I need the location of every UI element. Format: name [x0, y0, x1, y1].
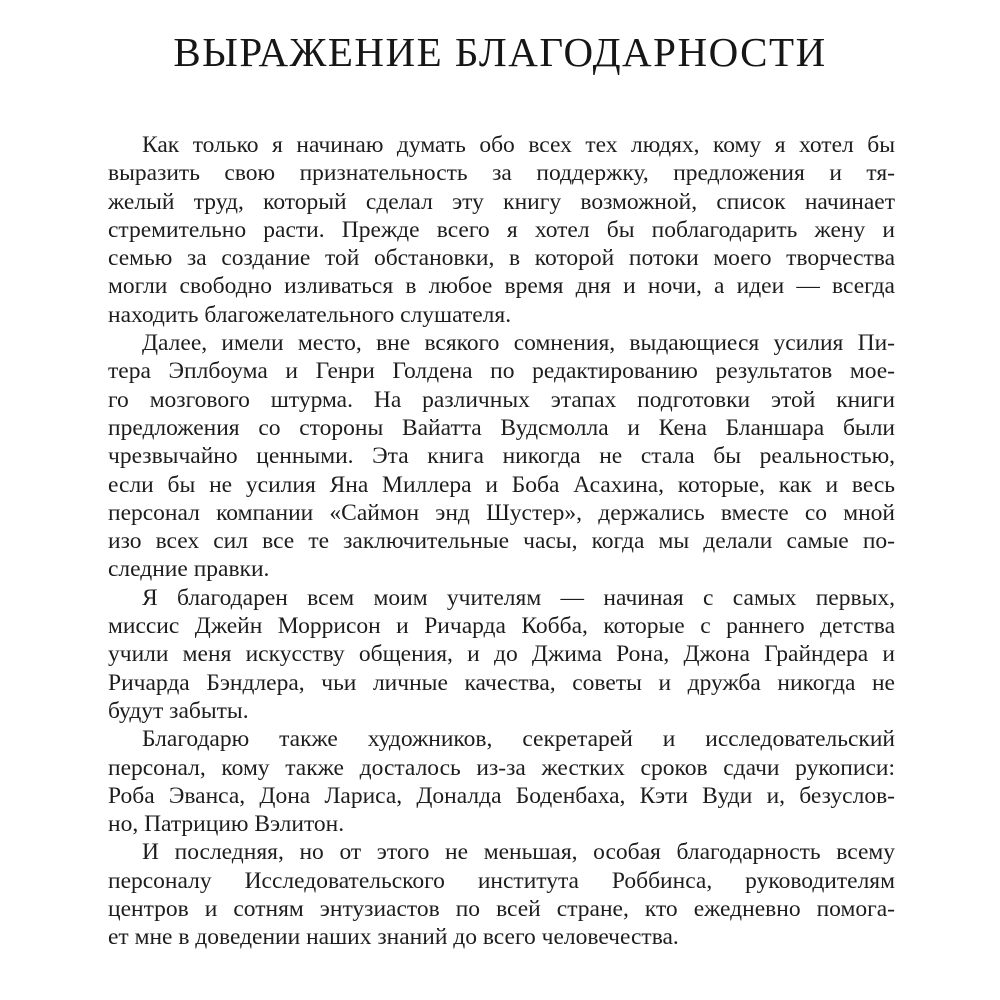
text-line: стремительно расти. Прежде всего я хотел бы поблагодарить жену и	[108, 216, 895, 243]
paragraph	[108, 725, 895, 838]
text-line: персоналу Исследовательского института Роббинса, руководителям	[108, 867, 895, 894]
text-line: Далее, имели место, вне всякого сомнения, выдающиеся усилия Пи-	[142, 330, 895, 357]
text-line: Как только я начинаю думать обо всех тех людях, кому я хотел бы	[142, 132, 895, 158]
text-line: следние правки.	[108, 556, 270, 583]
text-line: могли свободно изливаться в любое время дня и ночи, а идеи — всегда	[108, 273, 895, 300]
text-line: если бы не усилия Яна Миллера и Боба Асахина, которые, как и весь	[108, 471, 895, 498]
text-line: предложения со стороны Вайатта Вудсмолла и Кена Бланшара были	[108, 414, 895, 441]
text-line: желый труд, который сделал эту книгу возможной, список начинает	[108, 188, 895, 215]
text-line: чрезвычайно ценными. Эта книга никогда не стала бы реальностью,	[108, 443, 895, 470]
page-title: ВЫРАЖЕНИЕ БЛАГОДАРНОСТИ	[173, 29, 827, 75]
text-line: учили меня искусству общения, и до Джима Рона, Джона Грайндера и	[108, 641, 895, 668]
paragraph	[108, 329, 895, 584]
text-line: находить благожелательного слушателя.	[108, 301, 512, 328]
text-line: тера Эплбоума и Генри Голдена по редактированию результатов мое-	[108, 358, 895, 385]
text-line: миссис Джейн Моррисон и Ричарда Кобба, которые с раннего детства	[108, 613, 895, 640]
text-line: Благодарю также художников, секретарей и исследовательский	[142, 726, 895, 753]
text-line: центров и сотням энтузиастов по всей стране, кто ежедневно помога-	[108, 896, 895, 923]
text-line: Я благодарен всем моим учителям — начиная с самых первых,	[142, 584, 895, 611]
paragraph	[108, 584, 895, 725]
text-line: но, Патрицию Вэлитон.	[108, 811, 345, 838]
text-line: го мозгового штурма. На различных этапах подготовки этой книги	[108, 386, 895, 413]
page-body	[108, 131, 895, 952]
paragraph	[108, 131, 895, 329]
text-line: ет мне в доведении наших знаний до всего человечества.	[108, 924, 679, 951]
text-line: выразить свою признательность за поддержку, предложения и тя-	[108, 160, 895, 187]
text-line: персонал компании «Саймон энд Шустер», держались вместе со мной	[108, 499, 895, 526]
text-line: Роба Эванса, Дона Лариса, Доналда Боденбаха, Кэти Вуди и, безуслов-	[108, 782, 895, 809]
text-line: будут забыты.	[108, 697, 249, 724]
text-line: изо всех сил все те заключительные часы, когда мы делали самые по-	[108, 528, 895, 555]
text-line: Ричарда Бэндлера, чьи личные качества, советы и дружба никогда не	[108, 669, 895, 696]
text-line: семью за создание той обстановки, в которой потоки моего творчества	[108, 245, 895, 272]
text-line: персонал, кому также досталось из-за жестких сроков сдачи рукописи:	[108, 754, 895, 781]
text-line: И последняя, но от этого не меньшая, особая благодарность всему	[142, 839, 895, 866]
paragraph	[108, 838, 895, 951]
